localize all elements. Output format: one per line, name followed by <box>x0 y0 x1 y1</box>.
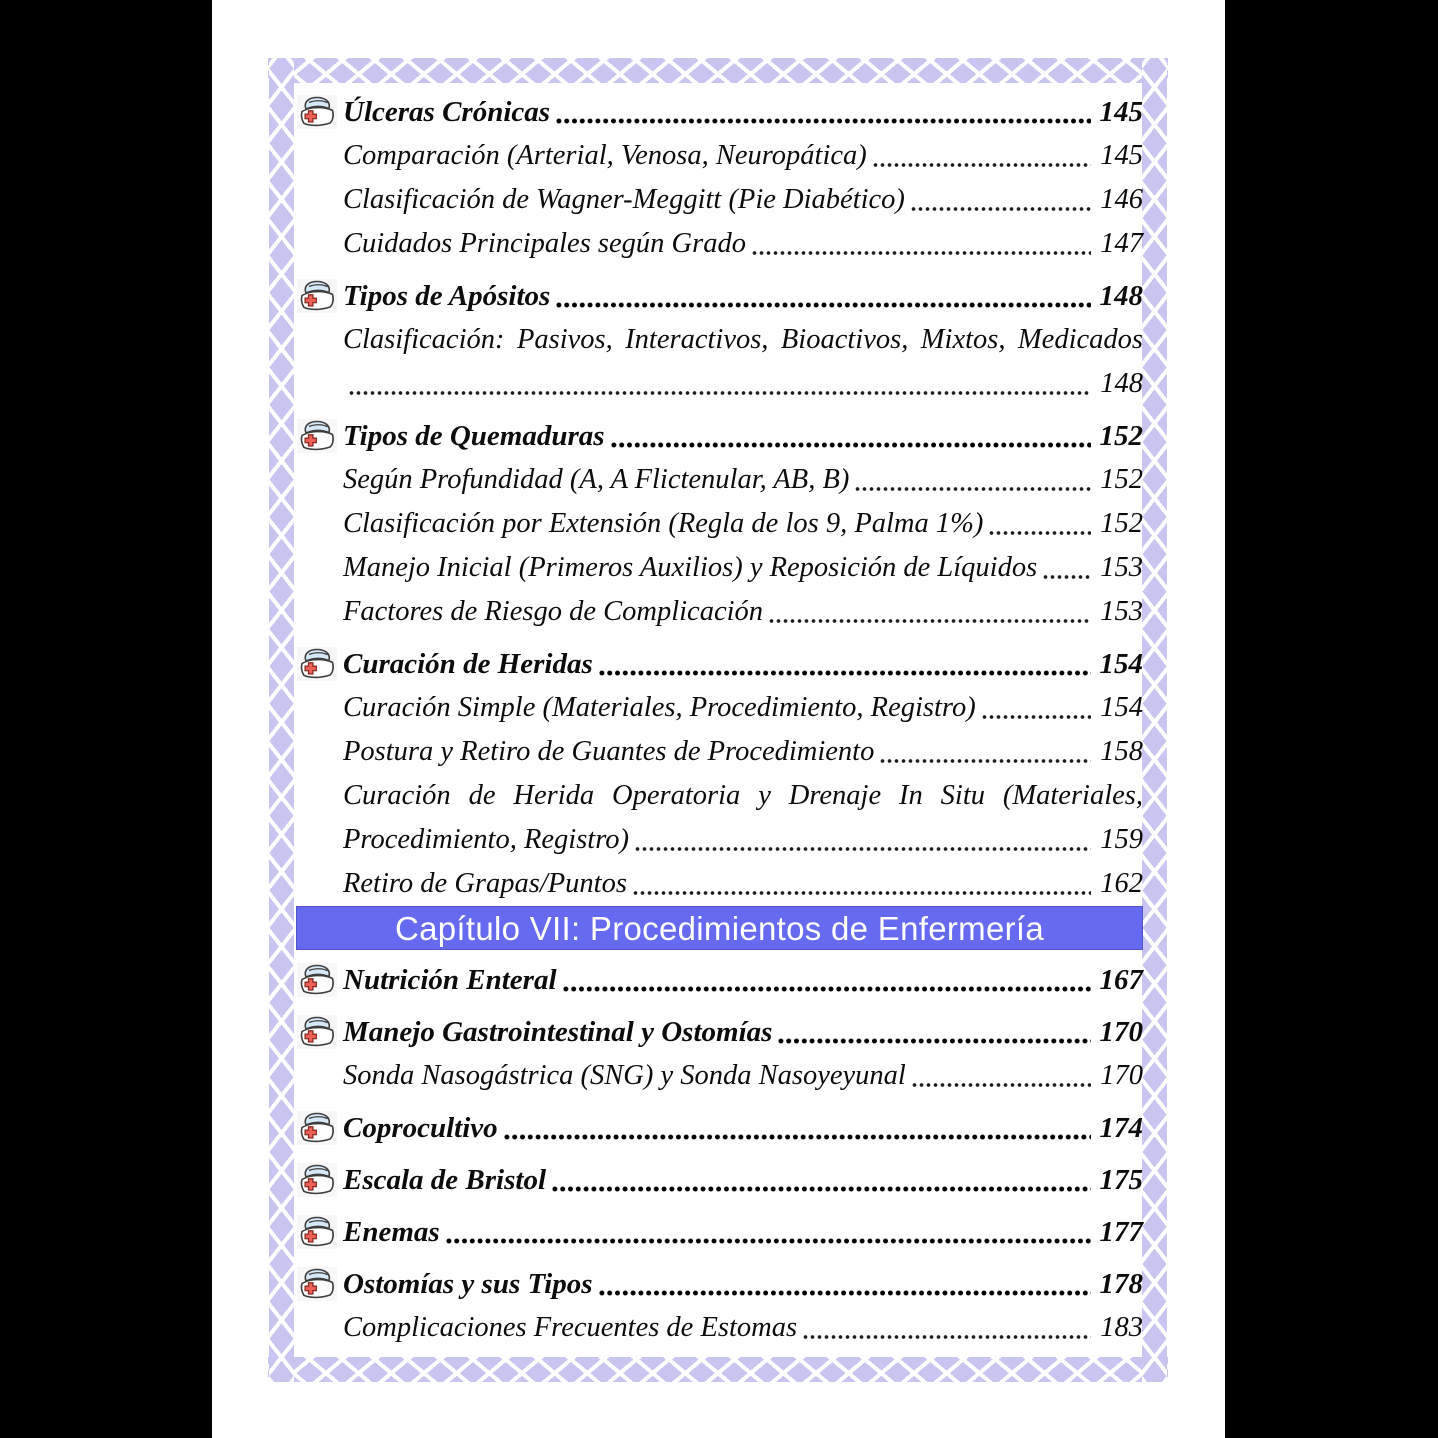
table-of-contents <box>296 90 1143 1350</box>
toc-entry[interactable] <box>296 90 1143 134</box>
toc-page-number[interactable]: 170 <box>1100 1060 1143 1091</box>
toc-page-number[interactable]: 154 <box>1099 648 1143 680</box>
nurse-cap-icon <box>297 1163 337 1197</box>
chapter-heading-banner: Capítulo VII: Procedimientos de Enfermería <box>296 906 1143 950</box>
nurse-cap-icon <box>297 419 337 453</box>
dot-leader <box>555 300 1090 310</box>
toc-entry[interactable] <box>296 134 1143 178</box>
toc-entry-label[interactable]: Clasificación: Pasivos, Interactivos, Bioactivos, Mixtos, Medicados <box>343 324 1143 355</box>
toc-entry-continuation <box>343 362 1143 406</box>
dot-leader <box>562 984 1091 994</box>
toc-entry-label[interactable]: Curación Simple (Materiales, Procedimiento, Registro) <box>343 692 976 723</box>
toc-page-number[interactable]: 145 <box>1099 96 1143 128</box>
toc-entry-label[interactable]: Cuidados Principales según Grado <box>343 228 746 259</box>
toc-page-number[interactable]: 152 <box>1100 464 1143 495</box>
nurse-cap-icon <box>297 1215 337 1249</box>
dot-leader <box>610 440 1091 450</box>
document-page <box>212 0 1225 1438</box>
toc-entry-label[interactable]: Complicaciones Frecuentes de Estomas <box>343 1312 798 1343</box>
toc-entry[interactable] <box>296 862 1143 906</box>
toc-page-number[interactable]: 154 <box>1100 692 1143 723</box>
toc-page-number[interactable]: 159 <box>1100 824 1143 855</box>
lattice-border-top <box>268 58 1168 83</box>
nurse-cap-icon <box>297 95 337 129</box>
toc-entry[interactable] <box>296 730 1143 774</box>
toc-entry[interactable] <box>296 686 1143 730</box>
toc-page-number[interactable]: 153 <box>1100 596 1143 627</box>
dot-leader <box>981 712 1092 722</box>
toc-entry-label[interactable]: Ostomías y sus Tipos <box>343 1268 593 1300</box>
toc-entry[interactable] <box>296 318 1143 406</box>
toc-page-number[interactable]: 170 <box>1099 1016 1143 1048</box>
toc-entry-label[interactable]: Tipos de Apósitos <box>343 280 551 312</box>
dot-leader <box>632 888 1091 898</box>
toc-entry-label[interactable]: Comparación (Arterial, Venosa, Neuropática) <box>343 140 867 171</box>
toc-entry[interactable] <box>296 1106 1143 1150</box>
toc-entry-label[interactable]: Nutrición Enteral <box>343 964 557 996</box>
toc-page-number[interactable]: 177 <box>1099 1216 1143 1248</box>
toc-entry[interactable] <box>296 222 1143 266</box>
toc-entry[interactable] <box>296 958 1143 1002</box>
toc-page-number[interactable]: 148 <box>1099 280 1143 312</box>
toc-entry[interactable] <box>296 1158 1143 1202</box>
dot-leader <box>551 1184 1090 1194</box>
toc-page-number[interactable]: 152 <box>1100 508 1143 539</box>
toc-page-number[interactable]: 147 <box>1100 228 1143 259</box>
toc-entry[interactable] <box>296 178 1143 222</box>
toc-entry[interactable] <box>296 274 1143 318</box>
dot-leader <box>879 756 1091 766</box>
dot-leader <box>910 204 1091 214</box>
nurse-cap-icon <box>297 1267 337 1301</box>
toc-page-number[interactable]: 153 <box>1100 552 1143 583</box>
dot-leader <box>988 528 1091 538</box>
toc-entry[interactable] <box>296 590 1143 634</box>
dot-leader <box>777 1036 1090 1046</box>
toc-entry-label[interactable]: Curación de Heridas <box>343 648 593 680</box>
toc-entry[interactable] <box>296 546 1143 590</box>
toc-entry[interactable] <box>296 458 1143 502</box>
toc-page-number[interactable]: 152 <box>1099 420 1143 452</box>
toc-page-number[interactable]: 183 <box>1100 1312 1143 1343</box>
toc-entry-label[interactable]: Curación de Herida Operatoria y Drenaje In Situ (Materiales, <box>343 780 1143 811</box>
toc-entry-label[interactable]: Enemas <box>343 1216 440 1248</box>
toc-entry-label[interactable]: Úlceras Crónicas <box>343 96 551 128</box>
toc-entry-label[interactable]: Manejo Gastrointestinal y Ostomías <box>343 1016 773 1048</box>
lattice-border-right <box>1142 58 1167 1382</box>
toc-page-number[interactable]: 162 <box>1100 868 1143 899</box>
toc-entry[interactable] <box>296 1306 1143 1350</box>
toc-page-number[interactable]: 178 <box>1099 1268 1143 1300</box>
toc-entry-label[interactable]: Clasificación de Wagner-Meggitt (Pie Diabético) <box>343 184 905 215</box>
toc-entry[interactable] <box>296 642 1143 686</box>
dot-leader <box>802 1332 1091 1342</box>
toc-entry-continuation <box>343 818 1143 862</box>
dot-leader <box>768 616 1091 626</box>
toc-entry-label[interactable]: Procedimiento, Registro) <box>343 824 629 855</box>
toc-entry[interactable] <box>296 774 1143 862</box>
dot-leader <box>598 668 1091 678</box>
dot-leader <box>872 160 1091 170</box>
toc-page-number[interactable]: 148 <box>1100 368 1143 399</box>
dot-leader <box>445 1236 1091 1246</box>
toc-entry[interactable] <box>296 1054 1143 1098</box>
toc-entry-label[interactable]: Escala de Bristol <box>343 1164 547 1196</box>
nurse-cap-icon <box>297 1111 337 1145</box>
toc-entry-label[interactable]: Coprocultivo <box>343 1112 498 1144</box>
toc-entry[interactable] <box>296 502 1143 546</box>
toc-entry[interactable] <box>296 1210 1143 1254</box>
dot-leader <box>751 248 1091 258</box>
lattice-border-bottom <box>268 1357 1168 1382</box>
toc-entry-label[interactable]: Retiro de Grapas/Puntos <box>343 868 627 899</box>
dot-leader <box>503 1132 1091 1142</box>
lattice-border-left <box>269 58 294 1382</box>
toc-page-number[interactable]: 145 <box>1100 140 1143 171</box>
toc-entry[interactable] <box>296 414 1143 458</box>
dot-leader <box>634 844 1091 854</box>
dot-leader <box>348 388 1091 398</box>
dot-leader <box>911 1080 1091 1090</box>
nurse-cap-icon <box>297 1015 337 1049</box>
nurse-cap-icon <box>297 279 337 313</box>
toc-entry-label[interactable]: Según Profundidad (A, A Flictenular, AB, B) <box>343 464 850 495</box>
dot-leader <box>854 484 1091 494</box>
toc-entry[interactable] <box>296 1262 1143 1306</box>
nurse-cap-icon <box>297 963 337 997</box>
nurse-cap-icon <box>297 647 337 681</box>
toc-entry[interactable] <box>296 1010 1143 1054</box>
toc-entry-label[interactable]: Sonda Nasogástrica (SNG) y Sonda Nasoyeyunal <box>343 1060 906 1091</box>
dot-leader <box>1042 572 1091 582</box>
toc-entry-label[interactable]: Clasificación por Extensión (Regla de los 9, Palma 1%) <box>343 508 984 539</box>
toc-page-number[interactable]: 175 <box>1099 1164 1143 1196</box>
toc-page-number[interactable]: 158 <box>1100 736 1143 767</box>
toc-page-number[interactable]: 146 <box>1100 184 1143 215</box>
toc-entry-label[interactable]: Factores de Riesgo de Complicación <box>343 596 764 627</box>
toc-page-number[interactable]: 167 <box>1099 964 1143 996</box>
dot-leader <box>598 1288 1091 1298</box>
toc-page-number[interactable]: 174 <box>1099 1112 1143 1144</box>
toc-entry-label[interactable]: Manejo Inicial (Primeros Auxilios) y Reposición de Líquidos <box>343 552 1038 583</box>
toc-entry-label[interactable]: Tipos de Quemaduras <box>343 420 605 452</box>
toc-entry-label[interactable]: Postura y Retiro de Guantes de Procedimiento <box>343 736 875 767</box>
dot-leader <box>555 116 1090 126</box>
